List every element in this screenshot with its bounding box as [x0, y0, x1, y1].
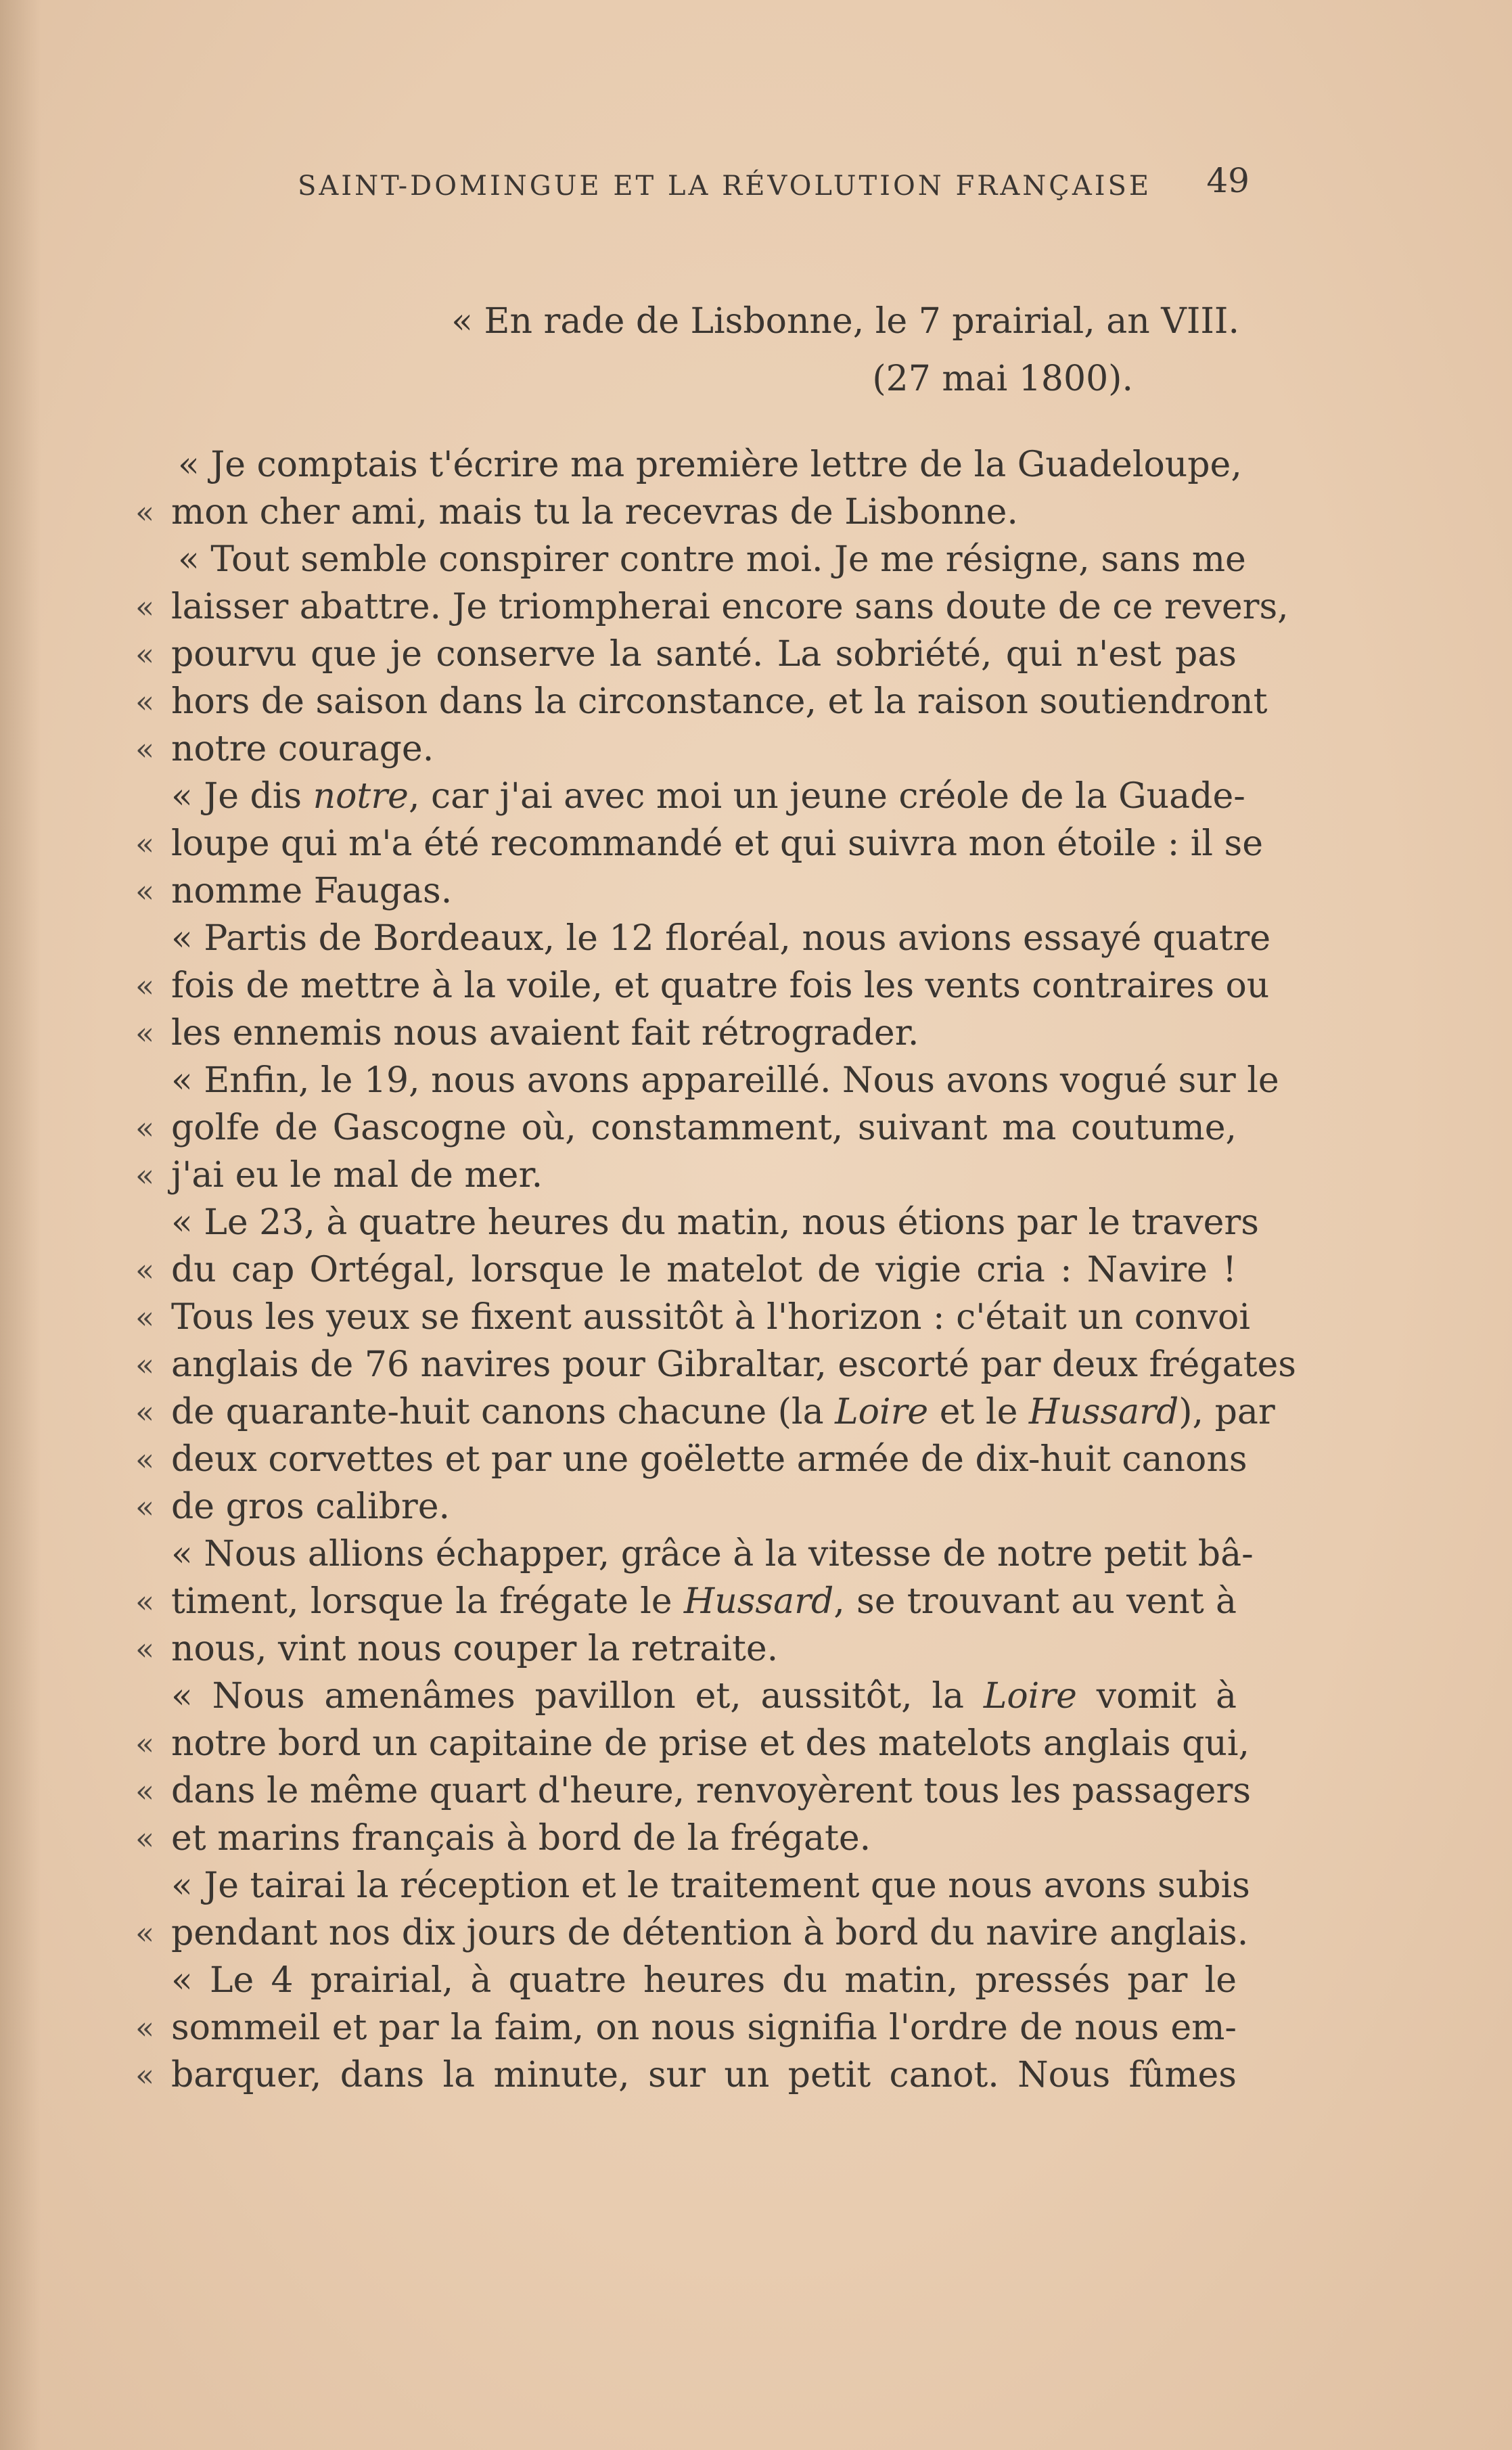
text-line: « Nous allions échapper, grâce à la vitesse de notre petit bâ- [171, 1534, 1254, 1574]
text-line: « pourvu que je conserve la santé. La sobriété, qui n'est pas [135, 634, 1237, 675]
text-line: « Le 23, à quatre heures du matin, nous étions par le travers [171, 1202, 1259, 1243]
text-line: « pendant nos dix jours de détention à bord du navire anglais. [135, 1913, 1249, 1953]
text-line: « hors de saison dans la circonstance, et la raison soutiendront [135, 681, 1268, 722]
text-line: « sommeil et par la faim, on nous signifia l'ordre de nous em- [135, 2007, 1237, 2048]
text-line: « barquer, dans la minute, sur un petit canot. Nous fûmes [135, 2055, 1237, 2095]
text-line: « Partis de Bordeaux, le 12 floréal, nous avions essayé quatre [171, 918, 1271, 959]
page-number: 49 [1206, 161, 1250, 200]
text-line: « dans le même quart d'heure, renvoyèrent tous les passagers [135, 1771, 1252, 1811]
text-line: « notre bord un capitaine de prise et des matelots anglais qui, [135, 1723, 1250, 1764]
text-line: « Je dis notre, car j'ai avec moi un jeune créole de la Guade- [171, 776, 1245, 817]
text-line: « loupe qui m'a été recommandé et qui suivra mon étoile : il se [135, 823, 1264, 864]
dateline-date: (27 mai 1800). [872, 359, 1133, 399]
text-line: « Tous les yeux se fixent aussitôt à l'horizon : c'était un convoi [135, 1297, 1250, 1338]
text-line: « mon cher ami, mais tu la recevras de Lisbonne. [135, 492, 1018, 532]
text-line: « golfe de Gascogne où, constamment, suivant ma coutume, [135, 1108, 1237, 1148]
text-line: « Enfin, le 19, nous avons appareillé. Nous avons vogué sur le [171, 1060, 1279, 1101]
text-line: « anglais de 76 navires pour Gibraltar, escorté par deux frégates [135, 1344, 1296, 1385]
text-line: « les ennemis nous avaient fait rétrograder. [135, 1013, 919, 1053]
text-line: « Nous amenâmes pavillon et, aussitôt, la Loire vomit à [171, 1676, 1237, 1717]
running-title: SAINT-DOMINGUE ET LA RÉVOLUTION FRANÇAISE [298, 171, 1152, 202]
text-line: « Le 4 prairial, à quatre heures du matin, pressés par le [171, 1960, 1237, 2001]
text-line: « fois de mettre à la voile, et quatre fois les vents contraires ou [135, 966, 1270, 1006]
text-line: « de quarante-huit canons chacune (la Loire et le Hussard), par [135, 1392, 1275, 1432]
text-line: « nous, vint nous couper la retraite. [135, 1629, 779, 1669]
text-line: « Je tairai la réception et le traitement que nous avons subis [171, 1865, 1250, 1906]
text-line: « deux corvettes et par une goëlette armée de dix-huit canons [135, 1439, 1247, 1480]
text-line: « notre courage. [135, 729, 434, 769]
dateline-place: « En rade de Lisbonne, le 7 prairial, an VIII. [451, 301, 1239, 342]
text-line: « du cap Ortégal, lorsque le matelot de vigie cria : Navire ! [135, 1250, 1237, 1290]
text-line: « j'ai eu le mal de mer. [135, 1155, 543, 1196]
text-line: « Je comptais t'écrire ma première lettre de la Guadeloupe, [178, 445, 1242, 485]
page-header [298, 161, 1248, 215]
text-line: « laisser abattre. Je triompherai encore sans doute de ce revers, [135, 587, 1289, 627]
text-line: « Tout semble conspirer contre moi. Je me résigne, sans me [178, 539, 1246, 580]
text-line: « nomme Faugas. [135, 871, 453, 911]
text-line: « et marins français à bord de la frégate. [135, 1818, 871, 1859]
text-line: « de gros calibre. [135, 1487, 451, 1527]
text-line: « timent, lorsque la frégate le Hussard, se trouvant au vent à [135, 1581, 1237, 1622]
